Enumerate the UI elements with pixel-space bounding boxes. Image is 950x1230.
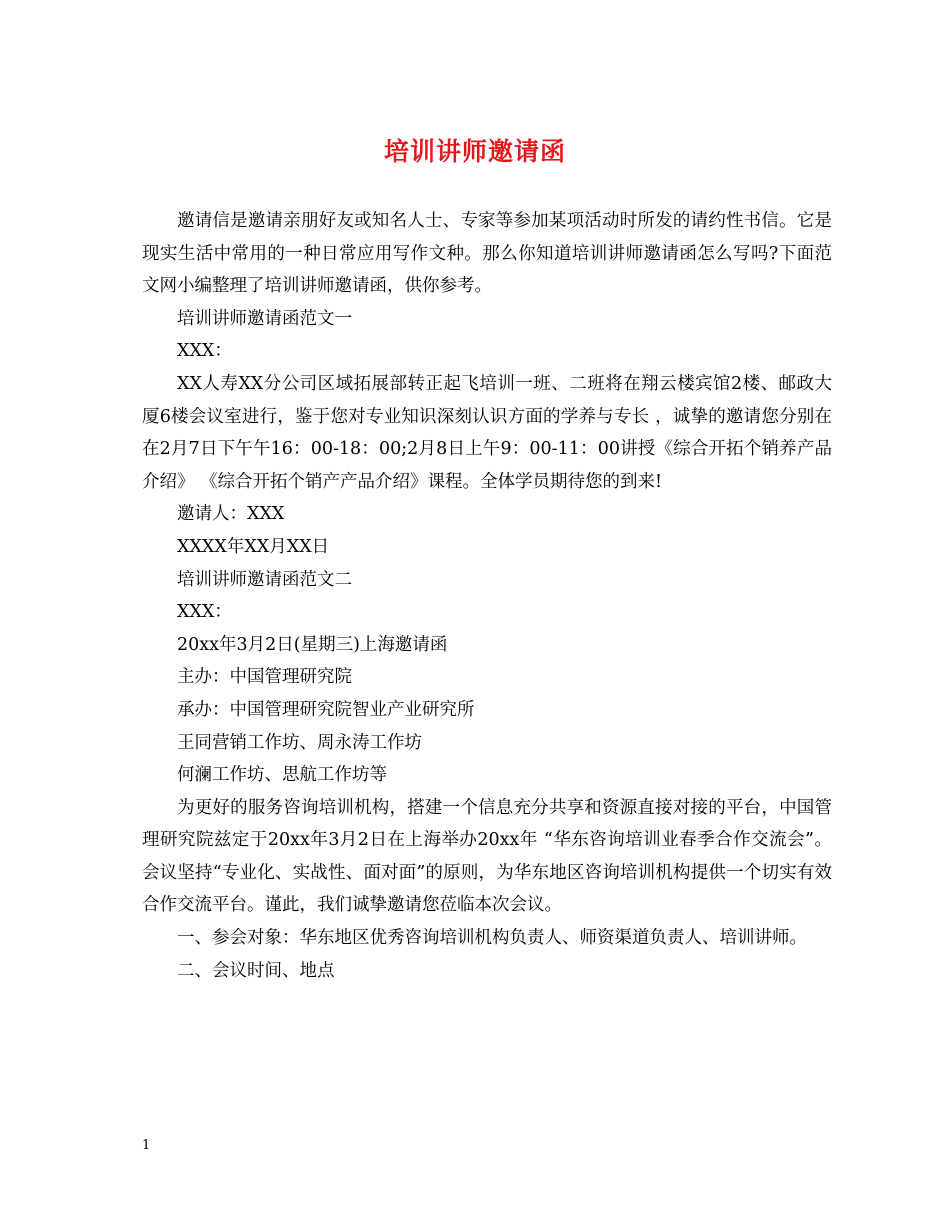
participants-section: 一、参会对象：华东地区优秀咨询培训机构负责人、师资渠道负责人、培训讲师。: [177, 928, 807, 949]
workshop-line: 何澜工作坊、思航工作坊等: [177, 765, 387, 786]
organizer-line: 承办：中国管理研究院智业产业研究所: [177, 699, 475, 720]
sample-one-heading: 培训讲师邀请函范文一: [177, 308, 352, 329]
inviter-line: 邀请人：XXX: [177, 504, 285, 525]
conference-intro: 为更好的服务咨询培训机构，搭建一个信息充分共享和资源直接对接的平台，中国管理研究院兹定于20xx年3月2日在上海举办20xx年 “华东咨询培训业春季合作交流会”。 会议坚持“专业化、实战性、面对面”的原则，为华东地区咨询培训机构提供一个切实有效合作交流平台。谨此，我们诚挚邀请您莅临本次会议。: [142, 797, 832, 916]
invitation-body: XX人寿XX分公司区域拓展部转正起飞培训一班、二班将在翔云楼宾馆2楼、邮政大厦6楼会议室进行，鉴于您对专业知识深刻认识方面的学养与专长 ，诚挚的邀请您分别在在2月7日下午午16：00-18：00;2月8日上午9：00-11：00讲授《综合开拓个销养产品介绍》 《综合开拓个销产产品介绍》课程。全体学员期待您的到来!: [142, 373, 832, 492]
intro-paragraph: 邀请信是邀请亲朋好友或知名人士、专家等参加某项活动时所发的请约性书信。它是现实生活中常用的一种日常应用写作文种。那么你知道培训讲师邀请函怎么写吗?下面范文网小编整理了培训讲师邀请函，供你参考。: [142, 211, 832, 297]
workshop-line: 王同营销工作坊、周永涛工作坊: [177, 732, 422, 753]
time-location-section: 二、会议时间、地点: [177, 960, 335, 981]
event-date-line: 20xx年3月2日(星期三)上海邀请函: [177, 634, 448, 655]
sample-two-heading: 培训讲师邀请函范文二: [177, 569, 352, 590]
salutation: XXX：: [177, 341, 232, 362]
page-number: 1: [142, 1138, 151, 1153]
date-line: XXXX年XX月XX日: [177, 536, 330, 557]
host-line: 主办：中国管理研究院: [177, 667, 352, 688]
document-body: [142, 205, 832, 987]
salutation: XXX：: [177, 602, 232, 623]
page-title: 培训讲师邀请函: [383, 137, 566, 166]
